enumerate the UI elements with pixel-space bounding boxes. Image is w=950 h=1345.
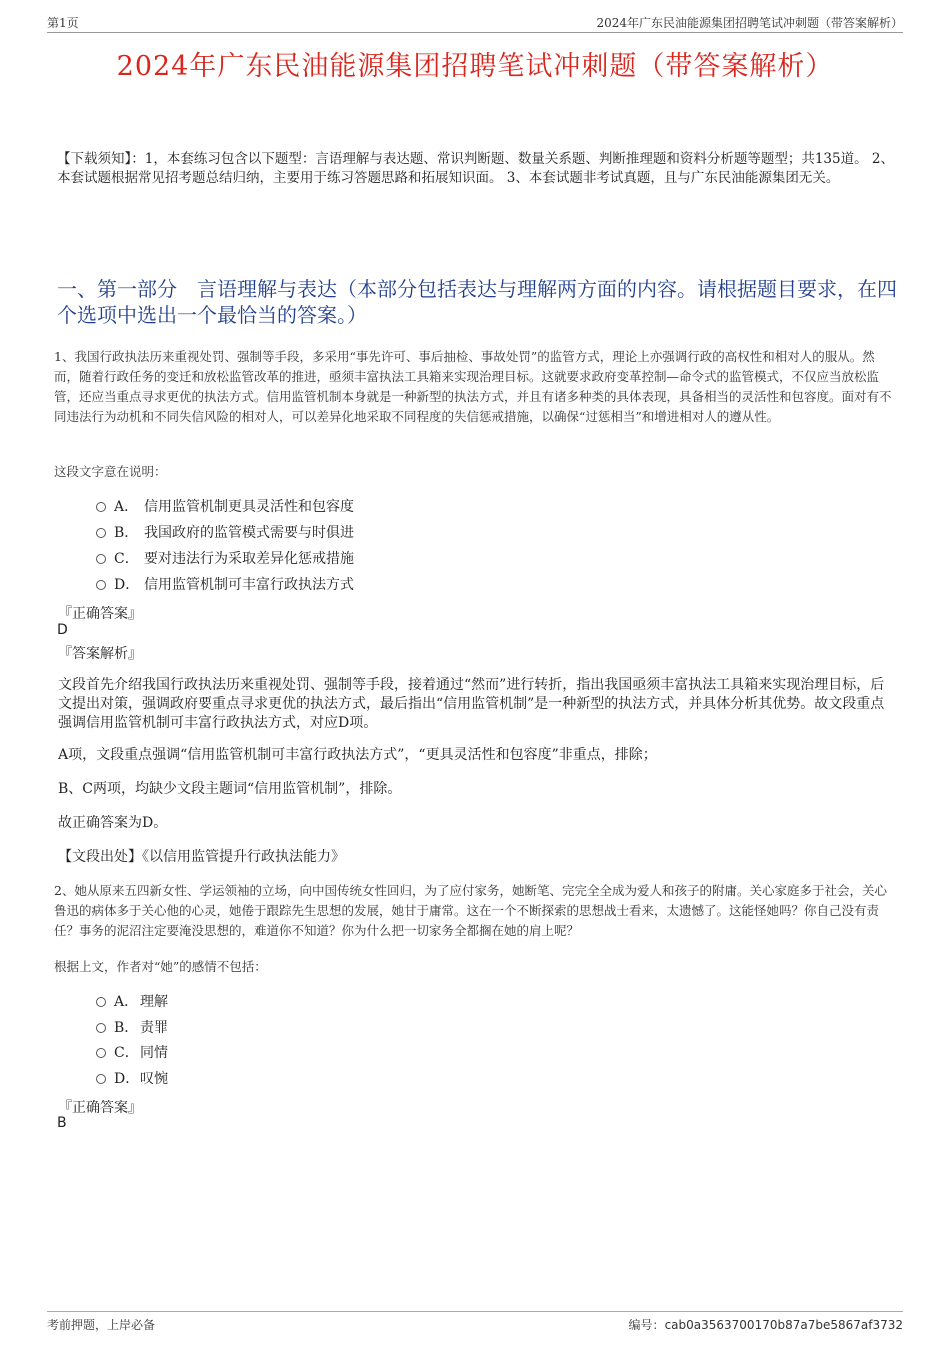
radio-icon[interactable] (96, 1023, 106, 1033)
page-title: 2024年广东民油能源集团招聘笔试冲刺题（带答案解析） (116, 51, 834, 82)
radio-icon[interactable] (96, 502, 106, 512)
question-1-source: 【文段出处】《以信用监管提升行政执法能力》 (58, 849, 345, 865)
radio-icon[interactable] (96, 554, 106, 564)
question-2-option-a[interactable]: A． 理解 (96, 991, 168, 1011)
question-1-answer-label: 『正确答案』 (58, 606, 142, 622)
question-2-answer-label: 『正确答案』 (58, 1100, 142, 1116)
page-footer (47, 1311, 903, 1333)
radio-icon[interactable] (96, 580, 106, 590)
question-2-text: 2、她从原来五四新女性、学运领袖的立场，向中国传统女性回归，为了应付家务，她断笔、完完全全成为爱人和孩子的附庸。关心家庭多于社会，关心鲁迅的病体多于关心他的心灵，她倦于跟踪先生思想的发展，她甘于庸常。这在一个不断探索的思想战士看来，太遗憾了。这能怪她吗？你自己没有责任？事务的泥沼注定要淹没思想的，难道你不知道？你为什么把一切家务全都搁在她的肩上呢？ (54, 883, 887, 938)
radio-icon[interactable] (96, 528, 106, 538)
document-code: 编号：cab0a3563700170b87a7be5867af3732 (628, 1318, 903, 1332)
question-1-answer: D (57, 622, 68, 638)
header-doc-title: 2024年广东民油能源集团招聘笔试冲刺题（带答案解析） (596, 16, 903, 30)
section-heading: 一、第一部分 言语理解与表达（本部分包括表达与理解两方面的内容。请根据题目要求，在四个选项中选出一个最恰当的答案。） (57, 277, 897, 327)
question-2-option-d[interactable]: D．叹惋 (96, 1068, 168, 1088)
question-2-answer: B (57, 1115, 67, 1131)
question-2-prompt: 根据上文，作者对“她”的感情不包括： (54, 959, 267, 974)
question-1-analysis-paragraph: 文段首先介绍我国行政执法历来重视处罚、强制等手段，接着通过“然而”进行转折，指出我国亟须丰富执法工具箱来实现治理目标，后文提出对策，强调政府要重点寻求更优的执法方式，最后指出“信用监管机制”是一种新型的执法方式，并具体分析其优势。故文段重点强调信用监管机制可丰富行政执法方式，对应D项。 (58, 677, 885, 731)
question-1-prompt: 这段文字意在说明： (54, 464, 167, 479)
question-1-option-d[interactable]: D． 信用监管机制可丰富行政执法方式 (96, 574, 354, 594)
radio-icon[interactable] (96, 1048, 106, 1058)
question-2-option-b[interactable]: B． 责罪 (96, 1017, 168, 1037)
download-notice: 【下载须知】：1，本套练习包含以下题型：言语理解与表达题、常识判断题、数量关系题、判断推理题和资料分析题等题型；共135道。 2、本套试题根据常见招考题总结归纳，主要用于练习答题思路和拓展知识面。 3、本套试题非考试真题，且与广东民油能源集团无关。 (57, 151, 894, 186)
question-1-option-a[interactable]: A． 信用监管机制更具灵活性和包容度 (96, 496, 354, 516)
page-header (47, 14, 903, 33)
question-2-option-c[interactable]: C．同情 (96, 1042, 168, 1062)
question-1-analysis-paragraph: B、C两项，均缺少文段主题词“信用监管机制”，排除。 (58, 781, 402, 797)
footer-slogan: 考前押题，上岸必备 (47, 1318, 156, 1332)
question-1-text: 1、我国行政执法历来重视处罚、强制等手段，多采用“事先许可、事后抽检、事故处罚”的监管方式，理论上亦强调行政的高权性和相对人的服从。然而，随着行政任务的变迁和放松监管改革的推进，亟须丰富执法工具箱来实现治理目标。这就要求政府变革控制—命令式的监管模式，不仅应当放松监管，还应当重点寻求更优的执法方式。信用监管机制本身就是一种新型的执法方式，并且有诸多种类的具体表现，具备相当的灵活性和包容度。面对有不同违法行为动机和不同失信风险的相对人，可以差异化地采取不同程度的失信惩戒措施，以确保“过惩相当”和增进相对人的遵从性。 (54, 349, 892, 424)
question-1-analysis-paragraph: 故正确答案为D。 (58, 815, 168, 831)
question-1-analysis-label: 『答案解析』 (58, 646, 142, 662)
radio-icon[interactable] (96, 997, 106, 1007)
question-1-analysis-paragraph: A项，文段重点强调“信用监管机制可丰富行政执法方式”，“更具灵活性和包容度”非重点，排除； (58, 747, 657, 763)
page-number: 第1页 (47, 16, 79, 30)
question-1-option-b[interactable]: B． 我国政府的监管模式需要与时俱进 (96, 522, 354, 542)
question-1-option-c[interactable]: C． 要对违法行为采取差异化惩戒措施 (96, 548, 354, 568)
radio-icon[interactable] (96, 1074, 106, 1084)
